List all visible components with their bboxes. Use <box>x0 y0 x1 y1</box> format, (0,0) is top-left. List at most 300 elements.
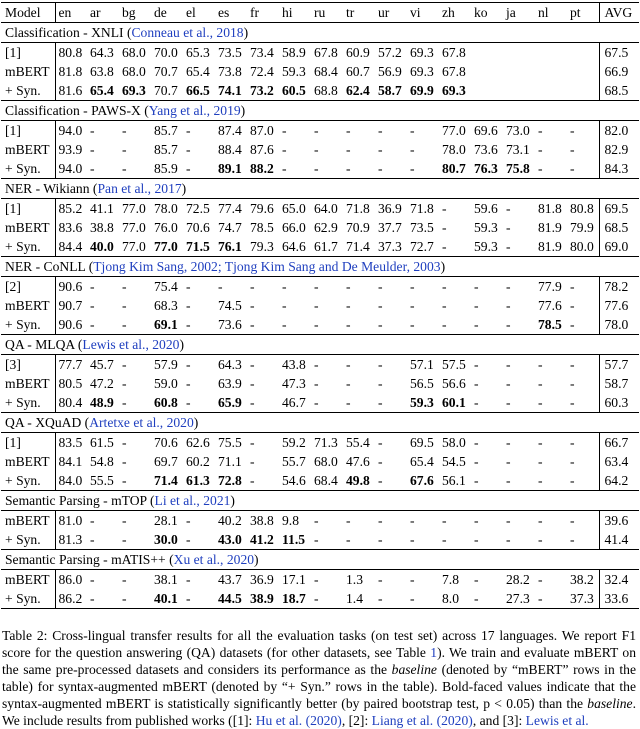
row-model-label: [1] <box>1 433 55 453</box>
cell-value: 72.7 <box>410 239 434 254</box>
table-cell <box>151 218 183 237</box>
table-cell <box>535 43 567 63</box>
cell-value: - <box>378 395 383 410</box>
table-cell <box>215 433 247 453</box>
table-cell <box>567 159 599 179</box>
table-cell <box>407 433 439 453</box>
table-cell <box>567 277 599 297</box>
cell-value: 75.4 <box>154 279 178 294</box>
table-cell <box>535 218 567 237</box>
cell-value: - <box>506 435 511 450</box>
cell-value: 71.8 <box>410 201 434 216</box>
cell-value: - <box>378 357 383 372</box>
cell-value: - <box>314 357 319 372</box>
row-model-label: + Syn. <box>1 471 55 491</box>
table-cell <box>567 199 599 219</box>
cell-value: - <box>506 473 511 488</box>
row-avg-value: 64.2 <box>599 471 639 491</box>
table-cell <box>407 589 439 609</box>
table-cell <box>215 121 247 141</box>
table-cell <box>439 81 471 101</box>
cell-value: 69.3 <box>410 64 434 79</box>
cell-value: 80.5 <box>58 376 83 391</box>
column-header-el: el <box>183 3 215 23</box>
cell-value-bold: 75.8 <box>506 161 530 176</box>
table-cell <box>247 62 279 81</box>
cell-value: - <box>378 317 383 332</box>
cell-value: - <box>250 435 255 450</box>
table-cell <box>375 62 407 81</box>
table-cell <box>343 199 375 219</box>
section-citation-link[interactable]: Tjong Kim Sang, 2002; Tjong Kim Sang and De Meulder, 2003 <box>93 259 441 274</box>
table-cell <box>55 62 87 81</box>
table-cell <box>471 121 503 141</box>
cell-value: - <box>538 123 543 138</box>
table-cell <box>215 374 247 393</box>
table-cell <box>183 199 215 219</box>
cell-value: 81.0 <box>58 513 83 528</box>
table-cell <box>55 296 87 315</box>
table-row <box>1 471 639 491</box>
cell-value: - <box>122 395 127 410</box>
cell-value: - <box>282 279 287 294</box>
cell-value: 1.4 <box>346 591 363 606</box>
table-cell <box>55 393 87 413</box>
column-header-avg: AVG <box>599 3 639 23</box>
cell-value-bold: 62.4 <box>346 83 370 98</box>
table-cell <box>407 237 439 257</box>
cell-value: - <box>538 161 543 176</box>
row-model-label: + Syn. <box>1 393 55 413</box>
table-row <box>1 121 639 141</box>
table-row <box>1 433 639 453</box>
cell-value: 65.4 <box>410 454 434 469</box>
table-cell <box>183 433 215 453</box>
row-model-label: mBERT <box>1 218 55 237</box>
table-cell <box>119 140 151 159</box>
row-avg-value: 78.0 <box>599 315 639 335</box>
cell-value: - <box>570 142 575 157</box>
cell-value: 38.8 <box>90 220 114 235</box>
table-cell <box>215 237 247 257</box>
cell-value: - <box>474 279 479 294</box>
section-citation-link[interactable]: Pan et al., 2017 <box>97 181 182 196</box>
section-title-close: ) <box>179 337 184 352</box>
cell-value-bold: 89.1 <box>218 161 242 176</box>
cell-value: 71.4 <box>346 239 370 254</box>
table-cell <box>439 277 471 297</box>
table-row <box>1 218 639 237</box>
cell-value: - <box>474 454 479 469</box>
cell-value: 87.4 <box>218 123 242 138</box>
cell-value: - <box>186 279 191 294</box>
table-cell <box>151 530 183 550</box>
section-header-row <box>1 257 639 277</box>
cell-value: - <box>186 123 191 138</box>
cell-value: - <box>378 298 383 313</box>
row-model-label: mBERT <box>1 374 55 393</box>
cell-value: - <box>506 357 511 372</box>
cell-value: - <box>570 454 575 469</box>
cell-value: 77.0 <box>122 220 146 235</box>
table-cell <box>343 452 375 471</box>
row-model-label: [2] <box>1 277 55 297</box>
table-cell <box>247 159 279 179</box>
table-cell <box>535 62 567 81</box>
table-cell <box>375 218 407 237</box>
table-cell <box>215 81 247 101</box>
caption-citation-link[interactable]: Liang et al. (2020) <box>371 713 473 728</box>
cell-value: - <box>538 454 543 469</box>
table-cell <box>407 199 439 219</box>
table-cell <box>87 199 119 219</box>
table-cell <box>151 140 183 159</box>
table-cell <box>535 530 567 550</box>
row-avg-value: 69.0 <box>599 237 639 257</box>
section-citation-link[interactable]: Artetxe et al., 2020 <box>89 415 194 430</box>
cell-value: - <box>282 123 287 138</box>
cell-value: - <box>186 317 191 332</box>
table-cell <box>471 393 503 413</box>
table-cell <box>375 43 407 63</box>
table-cell <box>567 62 599 81</box>
table-cell <box>87 218 119 237</box>
cell-value: - <box>538 395 543 410</box>
cell-value: - <box>442 201 447 216</box>
table-cell <box>119 296 151 315</box>
table-cell <box>247 277 279 297</box>
table-cell <box>151 277 183 297</box>
section-citation-link[interactable]: Conneau et al., 2018 <box>131 25 244 40</box>
table-cell <box>215 393 247 413</box>
cell-value: - <box>90 572 95 587</box>
table-row <box>1 374 639 393</box>
cell-value: - <box>90 298 95 313</box>
cell-value: - <box>538 572 543 587</box>
cell-value-bold: 77.0 <box>154 239 178 254</box>
table-cell <box>535 589 567 609</box>
cell-value: - <box>378 279 383 294</box>
cell-value: - <box>378 435 383 450</box>
cell-value: 72.4 <box>250 64 274 79</box>
cell-value: 85.7 <box>154 142 178 157</box>
table-cell <box>471 471 503 491</box>
cell-value: - <box>346 513 351 528</box>
cell-value-bold: 43.0 <box>218 532 242 547</box>
table-cell <box>183 277 215 297</box>
table-row <box>1 140 639 159</box>
table-cell <box>407 121 439 141</box>
cell-value: 36.9 <box>250 572 274 587</box>
section-citation-link[interactable]: Li et al., 2021 <box>154 493 231 508</box>
cell-value: - <box>442 513 447 528</box>
table-cell <box>55 355 87 375</box>
cell-value: - <box>250 473 255 488</box>
table-cell <box>535 433 567 453</box>
cell-value: 40.2 <box>218 513 242 528</box>
table-cell <box>151 471 183 491</box>
table-cell <box>183 530 215 550</box>
table-cell <box>567 355 599 375</box>
section-title-close: ) <box>230 493 235 508</box>
table-cell <box>119 471 151 491</box>
section-title <box>1 179 639 199</box>
table-cell <box>247 530 279 550</box>
table-cell <box>279 237 311 257</box>
section-title <box>1 257 639 277</box>
table-cell <box>343 530 375 550</box>
table-row <box>1 589 639 609</box>
cell-value: 69.5 <box>410 435 434 450</box>
cell-value: 37.7 <box>378 220 402 235</box>
table-cell <box>439 315 471 335</box>
cell-value: - <box>314 142 319 157</box>
section-citation-link[interactable]: Lewis et al., 2020 <box>82 337 180 352</box>
cell-value-bold: 38.9 <box>250 591 274 606</box>
table-cell <box>503 277 535 297</box>
table-cell <box>407 62 439 81</box>
cell-value-bold: 76.3 <box>474 161 498 176</box>
cell-value: - <box>90 123 95 138</box>
row-model-label: [1] <box>1 43 55 63</box>
cell-value: - <box>282 161 287 176</box>
table-cell <box>535 277 567 297</box>
table-cell <box>535 81 567 101</box>
cell-value: 67.8 <box>314 45 338 60</box>
caption-table-ref-link[interactable]: 1 <box>430 645 438 660</box>
cell-value: - <box>122 473 127 488</box>
caption-citation-link[interactable]: Hu et al. (2020) <box>255 713 342 728</box>
cell-value-bold: 60.5 <box>282 83 306 98</box>
table-cell <box>87 374 119 393</box>
section-title <box>1 550 639 570</box>
cell-value: - <box>506 201 511 216</box>
table-cell <box>215 452 247 471</box>
table-cell <box>87 393 119 413</box>
table-cell <box>215 570 247 590</box>
cell-value: - <box>474 591 479 606</box>
table-cell <box>55 159 87 179</box>
cell-value-bold: 73.2 <box>250 83 274 98</box>
cell-value: - <box>346 395 351 410</box>
table-cell <box>567 81 599 101</box>
cell-value: - <box>538 513 543 528</box>
row-avg-value: 68.5 <box>599 81 639 101</box>
cell-value: 59.3 <box>474 220 498 235</box>
table-cell <box>151 315 183 335</box>
table-cell <box>471 530 503 550</box>
table-cell <box>535 315 567 335</box>
table-cell <box>343 374 375 393</box>
cell-value: - <box>474 357 479 372</box>
cell-value: 57.2 <box>378 45 402 60</box>
cell-value: 57.5 <box>442 357 466 372</box>
table-cell <box>215 530 247 550</box>
table-cell <box>471 374 503 393</box>
cell-value: 70.0 <box>154 45 178 60</box>
cell-value: 59.2 <box>282 435 306 450</box>
table-cell <box>439 530 471 550</box>
cell-value: 68.3 <box>154 298 178 313</box>
table-cell <box>439 355 471 375</box>
cell-value: - <box>314 395 319 410</box>
table-cell <box>535 296 567 315</box>
cell-value: - <box>570 279 575 294</box>
cell-value: - <box>442 220 447 235</box>
cell-value: - <box>346 123 351 138</box>
row-model-label: [1] <box>1 199 55 219</box>
cell-value: - <box>122 123 127 138</box>
cell-value: - <box>90 591 95 606</box>
cell-value: - <box>186 357 191 372</box>
cell-value: - <box>282 142 287 157</box>
cell-value: - <box>186 395 191 410</box>
table-cell <box>567 452 599 471</box>
table-cell <box>503 121 535 141</box>
row-model-label: mBERT <box>1 62 55 81</box>
cell-value: - <box>346 376 351 391</box>
section-citation-link[interactable]: Yang et al., 2019 <box>148 103 241 118</box>
cell-value: - <box>570 513 575 528</box>
table-cell <box>471 237 503 257</box>
cell-value: - <box>410 513 415 528</box>
cell-value: - <box>378 591 383 606</box>
table-cell <box>119 530 151 550</box>
cell-value: 68.4 <box>314 473 338 488</box>
table-cell <box>535 471 567 491</box>
table-cell <box>215 277 247 297</box>
table-cell <box>279 374 311 393</box>
table-cell <box>503 43 535 63</box>
table-cell <box>151 296 183 315</box>
table-cell <box>87 315 119 335</box>
cell-value: 75.5 <box>218 435 242 450</box>
table-cell <box>471 452 503 471</box>
section-title-close: ) <box>193 415 199 430</box>
cell-value: - <box>314 591 319 606</box>
table-cell <box>247 511 279 531</box>
table-cell <box>503 159 535 179</box>
cell-value: - <box>314 376 319 391</box>
caption-text: . We include results from published works ([1]: <box>2 696 636 728</box>
section-title-text: Semantic Parsing - mATIS++ ( <box>5 552 174 567</box>
table-cell <box>343 570 375 590</box>
section-title <box>1 413 639 433</box>
row-avg-value: 39.6 <box>599 511 639 531</box>
cell-value: 80.4 <box>58 395 83 410</box>
table-cell <box>279 393 311 413</box>
cell-value: 55.4 <box>346 435 370 450</box>
table-cell <box>279 315 311 335</box>
cell-value: 70.7 <box>154 83 178 98</box>
section-title-close: ) <box>240 103 246 118</box>
cell-value: 70.6 <box>186 220 210 235</box>
table-cell <box>375 433 407 453</box>
table-cell <box>55 199 87 219</box>
table-cell <box>119 374 151 393</box>
cell-value: - <box>346 317 351 332</box>
table-cell <box>439 393 471 413</box>
cell-value-bold: 74.1 <box>218 83 242 98</box>
table-cell <box>535 374 567 393</box>
cell-value: 73.6 <box>218 317 242 332</box>
cell-value: 81.9 <box>538 220 562 235</box>
table-row <box>1 511 639 531</box>
row-model-label: + Syn. <box>1 81 55 101</box>
row-model-label: mBERT <box>1 140 55 159</box>
cell-value: - <box>474 376 479 391</box>
row-avg-value: 63.4 <box>599 452 639 471</box>
table-cell <box>279 589 311 609</box>
cell-value: 63.9 <box>218 376 242 391</box>
cell-value: - <box>442 532 447 547</box>
table-cell <box>407 277 439 297</box>
table-cell <box>439 589 471 609</box>
table-cell <box>311 43 343 63</box>
table-cell <box>471 433 503 453</box>
cell-value: 90.7 <box>58 298 83 313</box>
column-header-ko: ko <box>471 3 503 23</box>
table-cell <box>343 237 375 257</box>
cell-value: - <box>538 376 543 391</box>
table-cell <box>439 121 471 141</box>
table-cell <box>535 355 567 375</box>
cell-value: - <box>570 298 575 313</box>
column-header-fr: fr <box>247 3 279 23</box>
cell-value: - <box>90 532 95 547</box>
cell-value: - <box>346 532 351 547</box>
row-avg-value: 82.0 <box>599 121 639 141</box>
table-cell <box>439 374 471 393</box>
table-cell <box>55 452 87 471</box>
table-cell <box>119 570 151 590</box>
table-cell <box>343 62 375 81</box>
table-cell <box>55 218 87 237</box>
table-cell <box>87 81 119 101</box>
section-citation-link[interactable]: Xu et al., 2020 <box>173 552 255 567</box>
table-cell <box>87 159 119 179</box>
table-cell <box>567 511 599 531</box>
cell-value: - <box>122 435 127 450</box>
table-cell <box>87 589 119 609</box>
cell-value: 61.5 <box>90 435 114 450</box>
table-cell <box>311 570 343 590</box>
table-cell <box>87 121 119 141</box>
cell-value: - <box>314 123 319 138</box>
cell-value-bold: 18.7 <box>282 591 306 606</box>
column-header-pt: pt <box>567 3 599 23</box>
caption-citation-link[interactable]: Lewis et al. <box>525 713 589 728</box>
cell-value: 56.1 <box>442 473 466 488</box>
section-header-row <box>1 413 639 433</box>
cell-value: 77.0 <box>122 239 146 254</box>
row-avg-value: 69.5 <box>599 199 639 219</box>
table-cell <box>471 277 503 297</box>
cell-value: 79.3 <box>250 239 274 254</box>
cell-value: 60.7 <box>346 64 370 79</box>
table-cell <box>471 511 503 531</box>
table-cell <box>87 43 119 63</box>
section-title-text: NER - Wikiann ( <box>5 181 98 196</box>
table-cell <box>343 355 375 375</box>
cell-value: 41.1 <box>90 201 114 216</box>
cell-value: - <box>474 532 479 547</box>
table-cell <box>279 199 311 219</box>
table-cell <box>407 511 439 531</box>
table-cell <box>183 140 215 159</box>
table-cell <box>567 393 599 413</box>
cell-value: - <box>250 298 255 313</box>
